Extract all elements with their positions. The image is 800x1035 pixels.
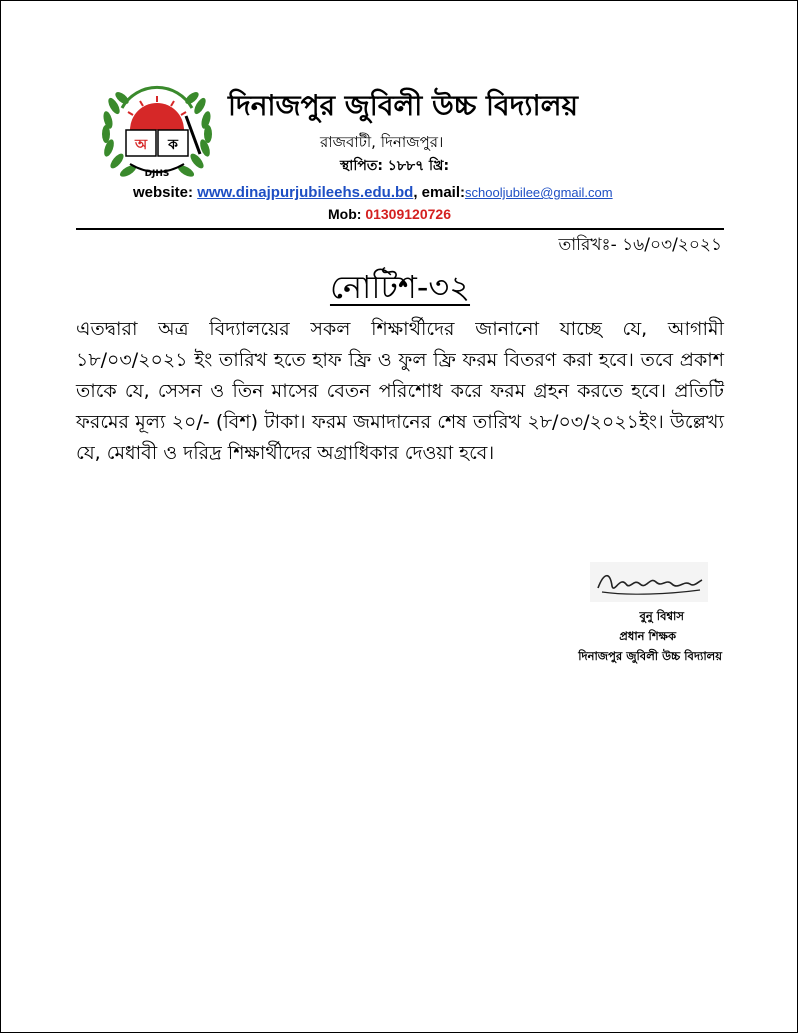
signature-block bbox=[578, 606, 722, 666]
school-name: দিনাজপুর জুবিলী উচ্চ বিদ্যালয় bbox=[228, 89, 578, 122]
notice-date: তারিখঃ- ১৬/০৩/২০২১ bbox=[558, 235, 722, 255]
svg-text:DJHS: DJHS bbox=[144, 169, 170, 179]
established-year: স্থাপিত: ১৮৮৭ খ্রি: bbox=[340, 158, 450, 174]
signature-image bbox=[590, 562, 708, 602]
email-link[interactable]: schooljubilee@gmail.com bbox=[465, 185, 613, 200]
contact-line bbox=[133, 184, 613, 201]
website-label: website: bbox=[133, 184, 198, 201]
svg-text:ক: ক bbox=[168, 137, 178, 153]
school-logo bbox=[100, 76, 214, 186]
signatory-name: বুনু বিশ্বাস bbox=[639, 609, 684, 623]
mobile-number: 01309120726 bbox=[365, 206, 451, 222]
signatory-role: প্রধান শিক্ষক bbox=[619, 629, 676, 643]
website-link[interactable]: www.dinajpurjubileehs.edu.bd bbox=[197, 184, 414, 201]
notice-title-wrapper bbox=[0, 262, 800, 316]
sun-icon bbox=[130, 103, 184, 130]
mobile-label: Mob: bbox=[328, 206, 366, 222]
email-label: , email: bbox=[413, 184, 465, 201]
notice-body: এতদ্বারা অত্র বিদ্যালয়ের সকল শিক্ষার্থীদের জানানো যাচ্ছে যে, আগামী ১৮/০৩/২০২১ ইং তারিখ হতে হাফ ফ্রি ও ফুল ফ্রি ফরম বিতরণ করা হবে। তবে প্রকাশ তাকে যে, সেসন ও তিন মাসের বেতন পরিশোধ করে ফরম গ্রহন করতে হবে। প্রতিটি ফরমের মূল্য ২০/- (বিশ) টাকা। ফরম জমাদানের শেষ তারিখ ২৮/০৩/২০২১ইং। উল্লেখ্য যে, মেধাবী ও দরিদ্র শিক্ষার্থীদের অগ্রাধিকার দেওয়া হবে। bbox=[76, 318, 724, 464]
mobile-line bbox=[328, 206, 451, 222]
book-icon bbox=[126, 130, 188, 156]
school-address: রাজবাটী, দিনাজপুর। bbox=[320, 133, 444, 151]
notice-title: নোটিশ-৩২ bbox=[329, 268, 471, 306]
header-divider bbox=[76, 228, 724, 230]
svg-text:অ: অ bbox=[134, 137, 148, 153]
signatory-institution: দিনাজপুর জুবিলী উচ্চ বিদ্যালয় bbox=[578, 649, 722, 663]
